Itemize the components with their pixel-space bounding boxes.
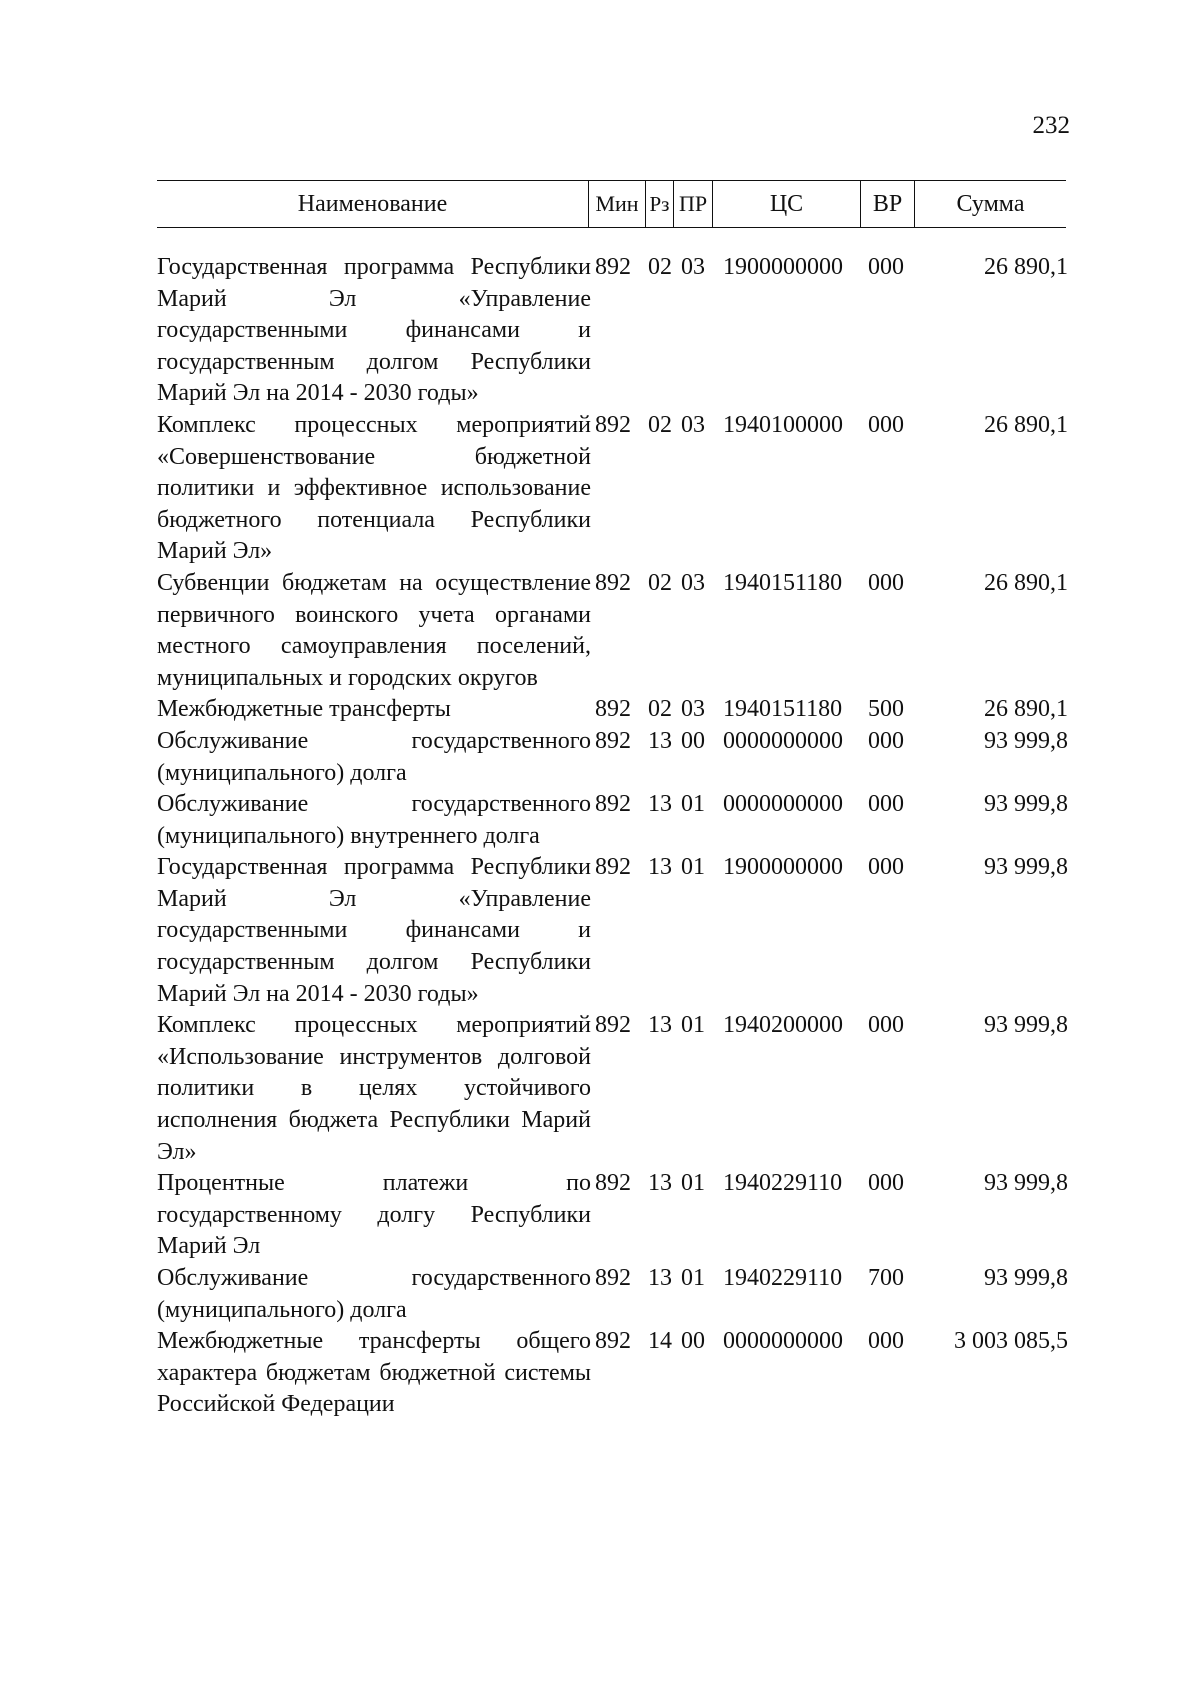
- row-cs: 1940151180: [723, 696, 843, 723]
- row-vr: 000: [868, 1170, 904, 1197]
- row-rz: 13: [648, 1170, 672, 1197]
- table-row: [157, 1168, 1072, 1263]
- row-rz: 13: [648, 727, 672, 754]
- row-sum: 26 890,1: [984, 696, 1068, 723]
- row-pr: 01: [681, 791, 705, 818]
- row-rz: 13: [648, 1012, 672, 1039]
- row-cs: 1940200000: [723, 1012, 843, 1039]
- row-cs: 0000000000: [723, 791, 843, 818]
- row-name: Обслуживание государственного (муниципального) долга: [157, 1265, 591, 1323]
- table-header: [157, 180, 1066, 228]
- header-vr: ВР: [860, 181, 914, 227]
- row-sum: 93 999,8: [984, 1012, 1068, 1039]
- row-name: Процентные платежи по государственному долгу Республики Марий Эл: [157, 1170, 591, 1260]
- row-min: 892: [595, 569, 631, 596]
- row-pr: 01: [681, 1170, 705, 1197]
- row-cs: 1940100000: [723, 411, 843, 438]
- row-sum: 3 003 085,5: [954, 1328, 1068, 1355]
- table-row: [157, 1010, 1072, 1168]
- row-vr: 000: [868, 569, 904, 596]
- header-rz: Рз: [645, 181, 673, 227]
- row-vr: 500: [868, 696, 904, 723]
- row-vr: 000: [868, 411, 904, 438]
- row-rz: 13: [648, 854, 672, 881]
- row-cs: 0000000000: [723, 727, 843, 754]
- row-rz: 13: [648, 1265, 672, 1291]
- row-pr: 03: [681, 411, 705, 438]
- row-sum: 93 999,8: [984, 854, 1068, 881]
- table-row: [157, 1326, 1072, 1421]
- row-min: 892: [595, 1012, 631, 1039]
- row-cs: 1940229110: [723, 1265, 843, 1291]
- header-pr: ПР: [673, 181, 712, 227]
- row-rz: 02: [648, 569, 672, 596]
- row-name: Комплекс процессных мероприятий «Совершенствование бюджетной политики и эффективное использование бюджетного потенциала Республики Марий Эл»: [157, 411, 591, 565]
- row-pr: 01: [681, 1265, 705, 1291]
- row-rz: 13: [648, 791, 672, 818]
- header-min: Мин: [588, 181, 645, 227]
- row-min: 892: [595, 1265, 631, 1291]
- row-vr: 000: [868, 791, 904, 818]
- row-min: 892: [595, 254, 631, 280]
- row-cs: 1900000000: [723, 254, 843, 280]
- row-pr: 03: [681, 254, 705, 280]
- row-rz: 14: [648, 1328, 672, 1355]
- row-sum: 93 999,8: [984, 1265, 1068, 1291]
- row-sum: 93 999,8: [984, 791, 1068, 818]
- row-min: 892: [595, 854, 631, 881]
- table-row: [157, 789, 1072, 852]
- row-vr: 000: [868, 1012, 904, 1039]
- row-rz: 02: [648, 254, 672, 280]
- table-row: [157, 252, 1072, 410]
- row-name: Обслуживание государственного (муниципального) внутреннего долга: [157, 791, 591, 849]
- row-cs: 1940229110: [723, 1170, 843, 1197]
- row-cs: 1940151180: [723, 569, 843, 596]
- row-pr: 00: [681, 1328, 705, 1355]
- row-sum: 26 890,1: [984, 411, 1068, 438]
- row-rz: 02: [648, 696, 672, 723]
- table-row: [157, 1263, 1072, 1326]
- table-row: [157, 852, 1072, 1010]
- header-name: Наименование: [297, 190, 448, 217]
- header-cs: ЦС: [712, 181, 860, 227]
- row-min: 892: [595, 727, 631, 754]
- row-vr: 000: [868, 854, 904, 881]
- row-name: Субвенции бюджетам на осуществление первичного воинского учета органами местного самоуправления поселений, муниципальных и городских округов: [157, 569, 591, 691]
- row-pr: 01: [681, 1012, 705, 1039]
- row-name: Комплекс процессных мероприятий «Использование инструментов долговой политики в целях устойчивого исполнения бюджета Республики Марий Эл»: [157, 1012, 591, 1165]
- table-body: [157, 252, 1072, 1421]
- row-sum: 93 999,8: [984, 1170, 1068, 1197]
- row-min: 892: [595, 411, 631, 438]
- row-name: Государственная программа Республики Марий Эл «Управление государственными финансами и государственным долгом Республики Марий Эл на 2014 - 2030 годы»: [157, 854, 591, 1007]
- row-min: 892: [595, 696, 631, 723]
- row-min: 892: [595, 791, 631, 818]
- row-name: Государственная программа Республики Марий Эл «Управление государственными финансами и государственным долгом Республики Марий Эл на 2014 - 2030 годы»: [157, 254, 591, 407]
- header-sum: Сумма: [914, 181, 1066, 227]
- table-row: [157, 726, 1072, 789]
- row-cs: 0000000000: [723, 1328, 843, 1355]
- table-row: [157, 568, 1072, 694]
- row-pr: 00: [681, 727, 705, 754]
- row-vr: 000: [868, 254, 904, 280]
- row-name: Межбюджетные трансферты: [157, 696, 451, 723]
- row-sum: 26 890,1: [984, 569, 1068, 596]
- row-min: 892: [595, 1170, 631, 1197]
- row-name: Межбюджетные трансферты общего характера бюджетам бюджетной системы Российской Федерации: [157, 1328, 591, 1418]
- table-row: [157, 410, 1072, 568]
- row-sum: 26 890,1: [984, 254, 1068, 280]
- row-pr: 03: [681, 569, 705, 596]
- row-pr: 03: [681, 696, 705, 723]
- row-vr: 700: [868, 1265, 904, 1291]
- row-cs: 1900000000: [723, 854, 843, 881]
- row-pr: 01: [681, 854, 705, 881]
- row-sum: 93 999,8: [984, 727, 1068, 754]
- row-vr: 000: [868, 1328, 904, 1355]
- page-number: 232: [1032, 112, 1070, 139]
- row-name: Обслуживание государственного (муниципального) долга: [157, 727, 591, 786]
- row-vr: 000: [868, 727, 904, 754]
- row-min: 892: [595, 1328, 631, 1355]
- table-row: [157, 694, 1072, 726]
- row-rz: 02: [648, 411, 672, 438]
